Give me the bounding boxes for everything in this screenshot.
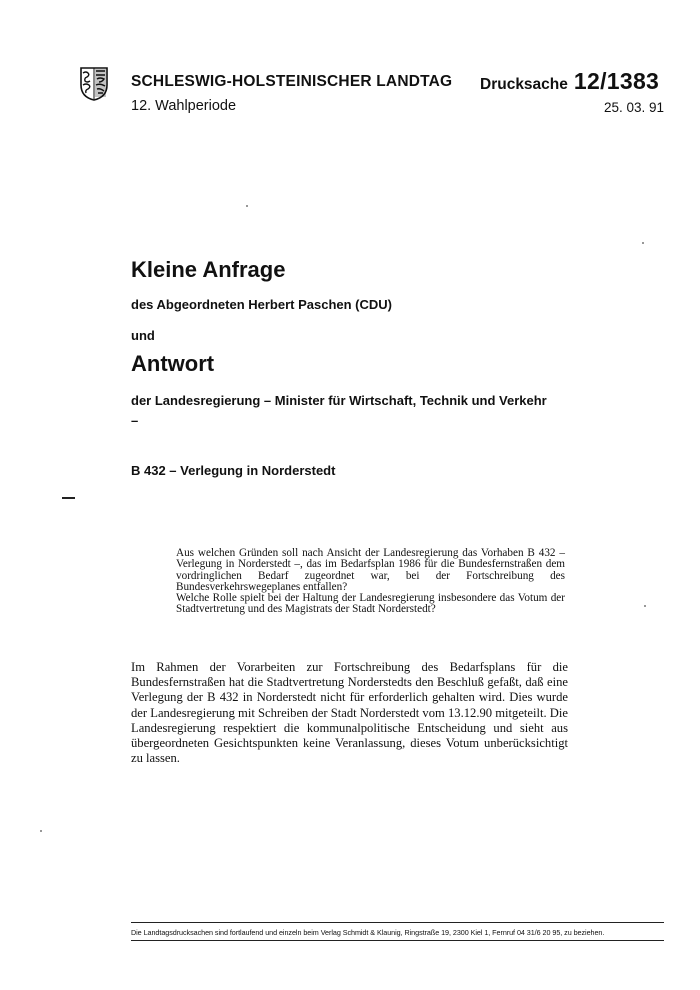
wahlperiode: 12. Wahlperiode: [131, 98, 237, 114]
drucksache-number: 12/1383: [573, 68, 660, 94]
kleine-anfrage-heading: Kleine Anfrage: [131, 257, 286, 282]
footer-rule-top: [131, 922, 664, 923]
question-paragraph-1: Aus welchen Gründen soll nach Ansicht der Landesregierung das Vorhaben B 432 – Verlegung in Norderstedt –, das im Bedarfsplan 1986 für die Bundesfernstraßen dem vordringlichen Bedarf zugeordnet war, bei der Fortschreibung des Bundesverkehrswegeplanes entfallen?: [176, 547, 565, 593]
und-line: und: [131, 328, 155, 343]
footer-rule-bottom: [131, 940, 664, 941]
scan-speck: [40, 830, 42, 832]
coat-of-arms-icon: [80, 67, 108, 101]
drucksache-block: [480, 68, 659, 95]
landtag-title: SCHLESWIG-HOLSTEINISCHER LANDTAG: [131, 73, 453, 90]
margin-mark: [62, 497, 75, 499]
scan-speck: [642, 242, 644, 244]
question-block: [176, 548, 565, 616]
landesregierung-line: der Landesregierung – Minister für Wirtschaft, Technik und Verkehr –: [131, 393, 547, 428]
question-paragraph-2: Welche Rolle spielt bei der Haltung der Landesregierung insbesondere das Votum der Stadtvertretung und des Magistrats der Stadt Norderstedt?: [176, 592, 565, 616]
answer-text: Im Rahmen der Vorarbeiten zur Fortschreibung des Bedarfsplans für die Bundesfernstraßen hat die Stadtvertretung Norderstedts den Beschluß gefaßt, daß eine Verlegung der B 432 in Norderstedt nicht für erforderlich gehalten wird. Dies wurde der Landesregierung mit Schreiben der Stadt Norderstedt vom 13.12.90 mitgeteilt. Die Landesregierung respektiert die kommunalpolitische Entscheidung und sieht aus übergeordneten Gesichtspunkten keine Veranlassung, dieses Votum unberücksichtigt zu lassen.: [131, 660, 568, 766]
document-date: 25. 03. 91: [603, 100, 664, 115]
scan-speck: [644, 605, 646, 607]
scan-speck: [246, 205, 248, 207]
abgeordneter-line: des Abgeordneten Herbert Paschen (CDU): [131, 297, 393, 312]
drucksache-label: Drucksache: [480, 76, 568, 93]
footer-text: Die Landtagsdrucksachen sind fortlaufend und einzeln beim Verlag Schmidt & Klaunig, Ringstraße 19, 2300 Kiel 1, Fernruf 04 31/6 20 95, zu beziehen.: [131, 928, 605, 937]
topic-heading: B 432 – Verlegung in Norderstedt: [131, 463, 336, 478]
antwort-heading: Antwort: [131, 351, 215, 376]
